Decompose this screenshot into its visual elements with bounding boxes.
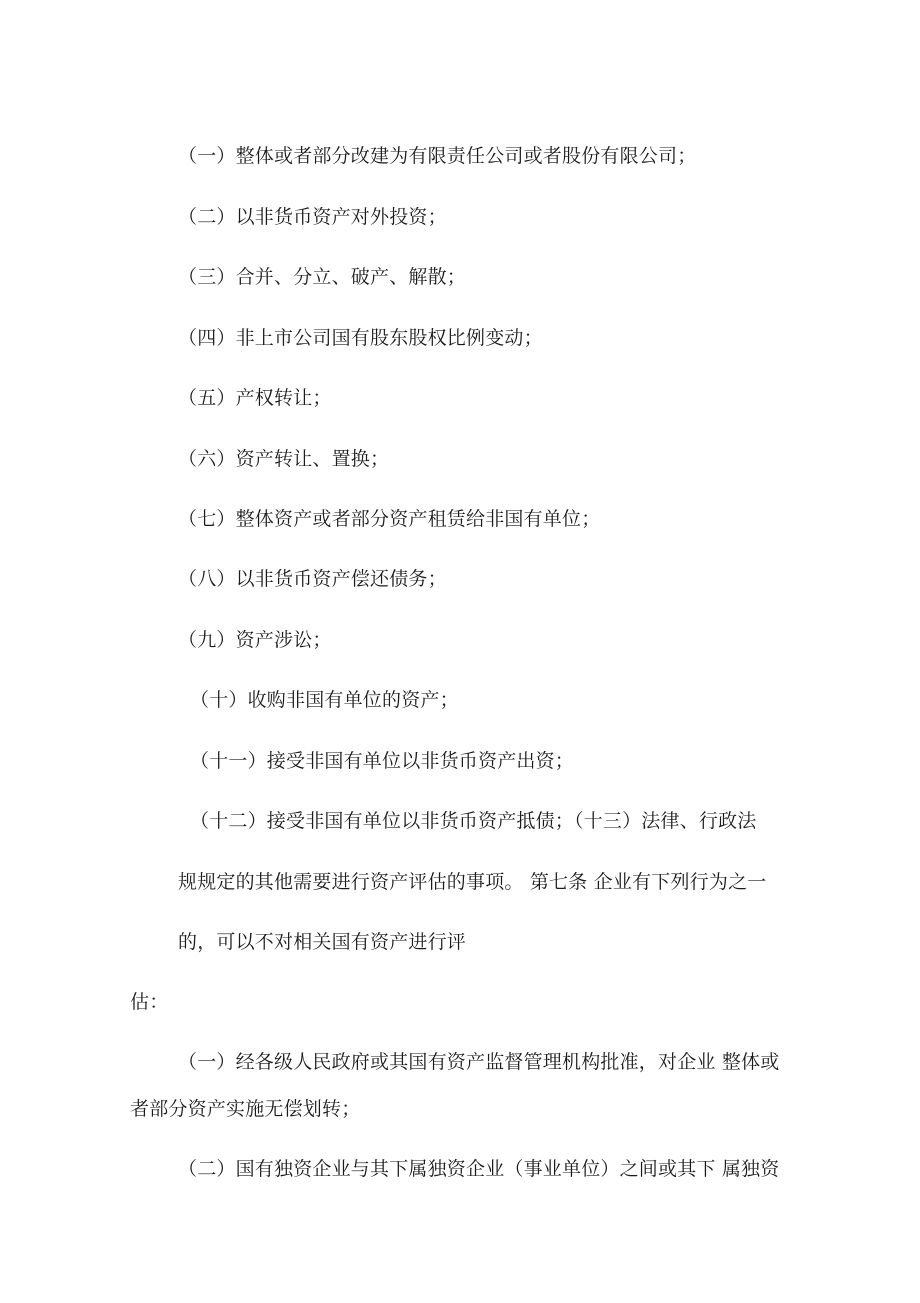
text-line: 规规定的其他需要进行资产评估的事项。 第七条 企业有下列行为之一 (178, 871, 767, 893)
text-line: （九）资产涉讼； (178, 629, 332, 651)
text-line: （二）以非货币资产对外投资； (178, 206, 447, 228)
text-line: 者部分资产实施无偿划转； (130, 1098, 361, 1120)
text-line: 的，可以不对相关国有资产进行评 (178, 931, 467, 953)
text-line: （十）收购非国有单位的资产； (190, 689, 459, 711)
text-line: （一）经各级人民政府或其国有资产监督管理机构批准，对企业 整体或 (178, 1051, 780, 1073)
text-line: 估： (130, 991, 169, 1013)
text-line: （一）整体或者部分改建为有限责任公司或者股份有限公司； (178, 145, 697, 167)
text-line: （十一）接受非国有单位以非货币资产出资； (190, 750, 575, 772)
text-line: （四）非上市公司国有股东股权比例变动； (178, 327, 543, 349)
text-line: （五）产权转让； (178, 387, 332, 409)
text-line: （七）整体资产或者部分资产租赁给非国有单位； (178, 508, 601, 530)
text-line: （十二）接受非国有单位以非货币资产抵债；（十三）法律、行政法 (190, 810, 757, 832)
text-line: （八）以非货币资产偿还债务； (178, 568, 447, 590)
text-line: （二）国有独资企业与其下属独资企业（事业单位）之间或其下 属独资 (178, 1158, 780, 1180)
text-line: （三）合并、分立、破产、解散； (178, 266, 467, 288)
text-line: （六）资产转让、置换； (178, 448, 390, 470)
